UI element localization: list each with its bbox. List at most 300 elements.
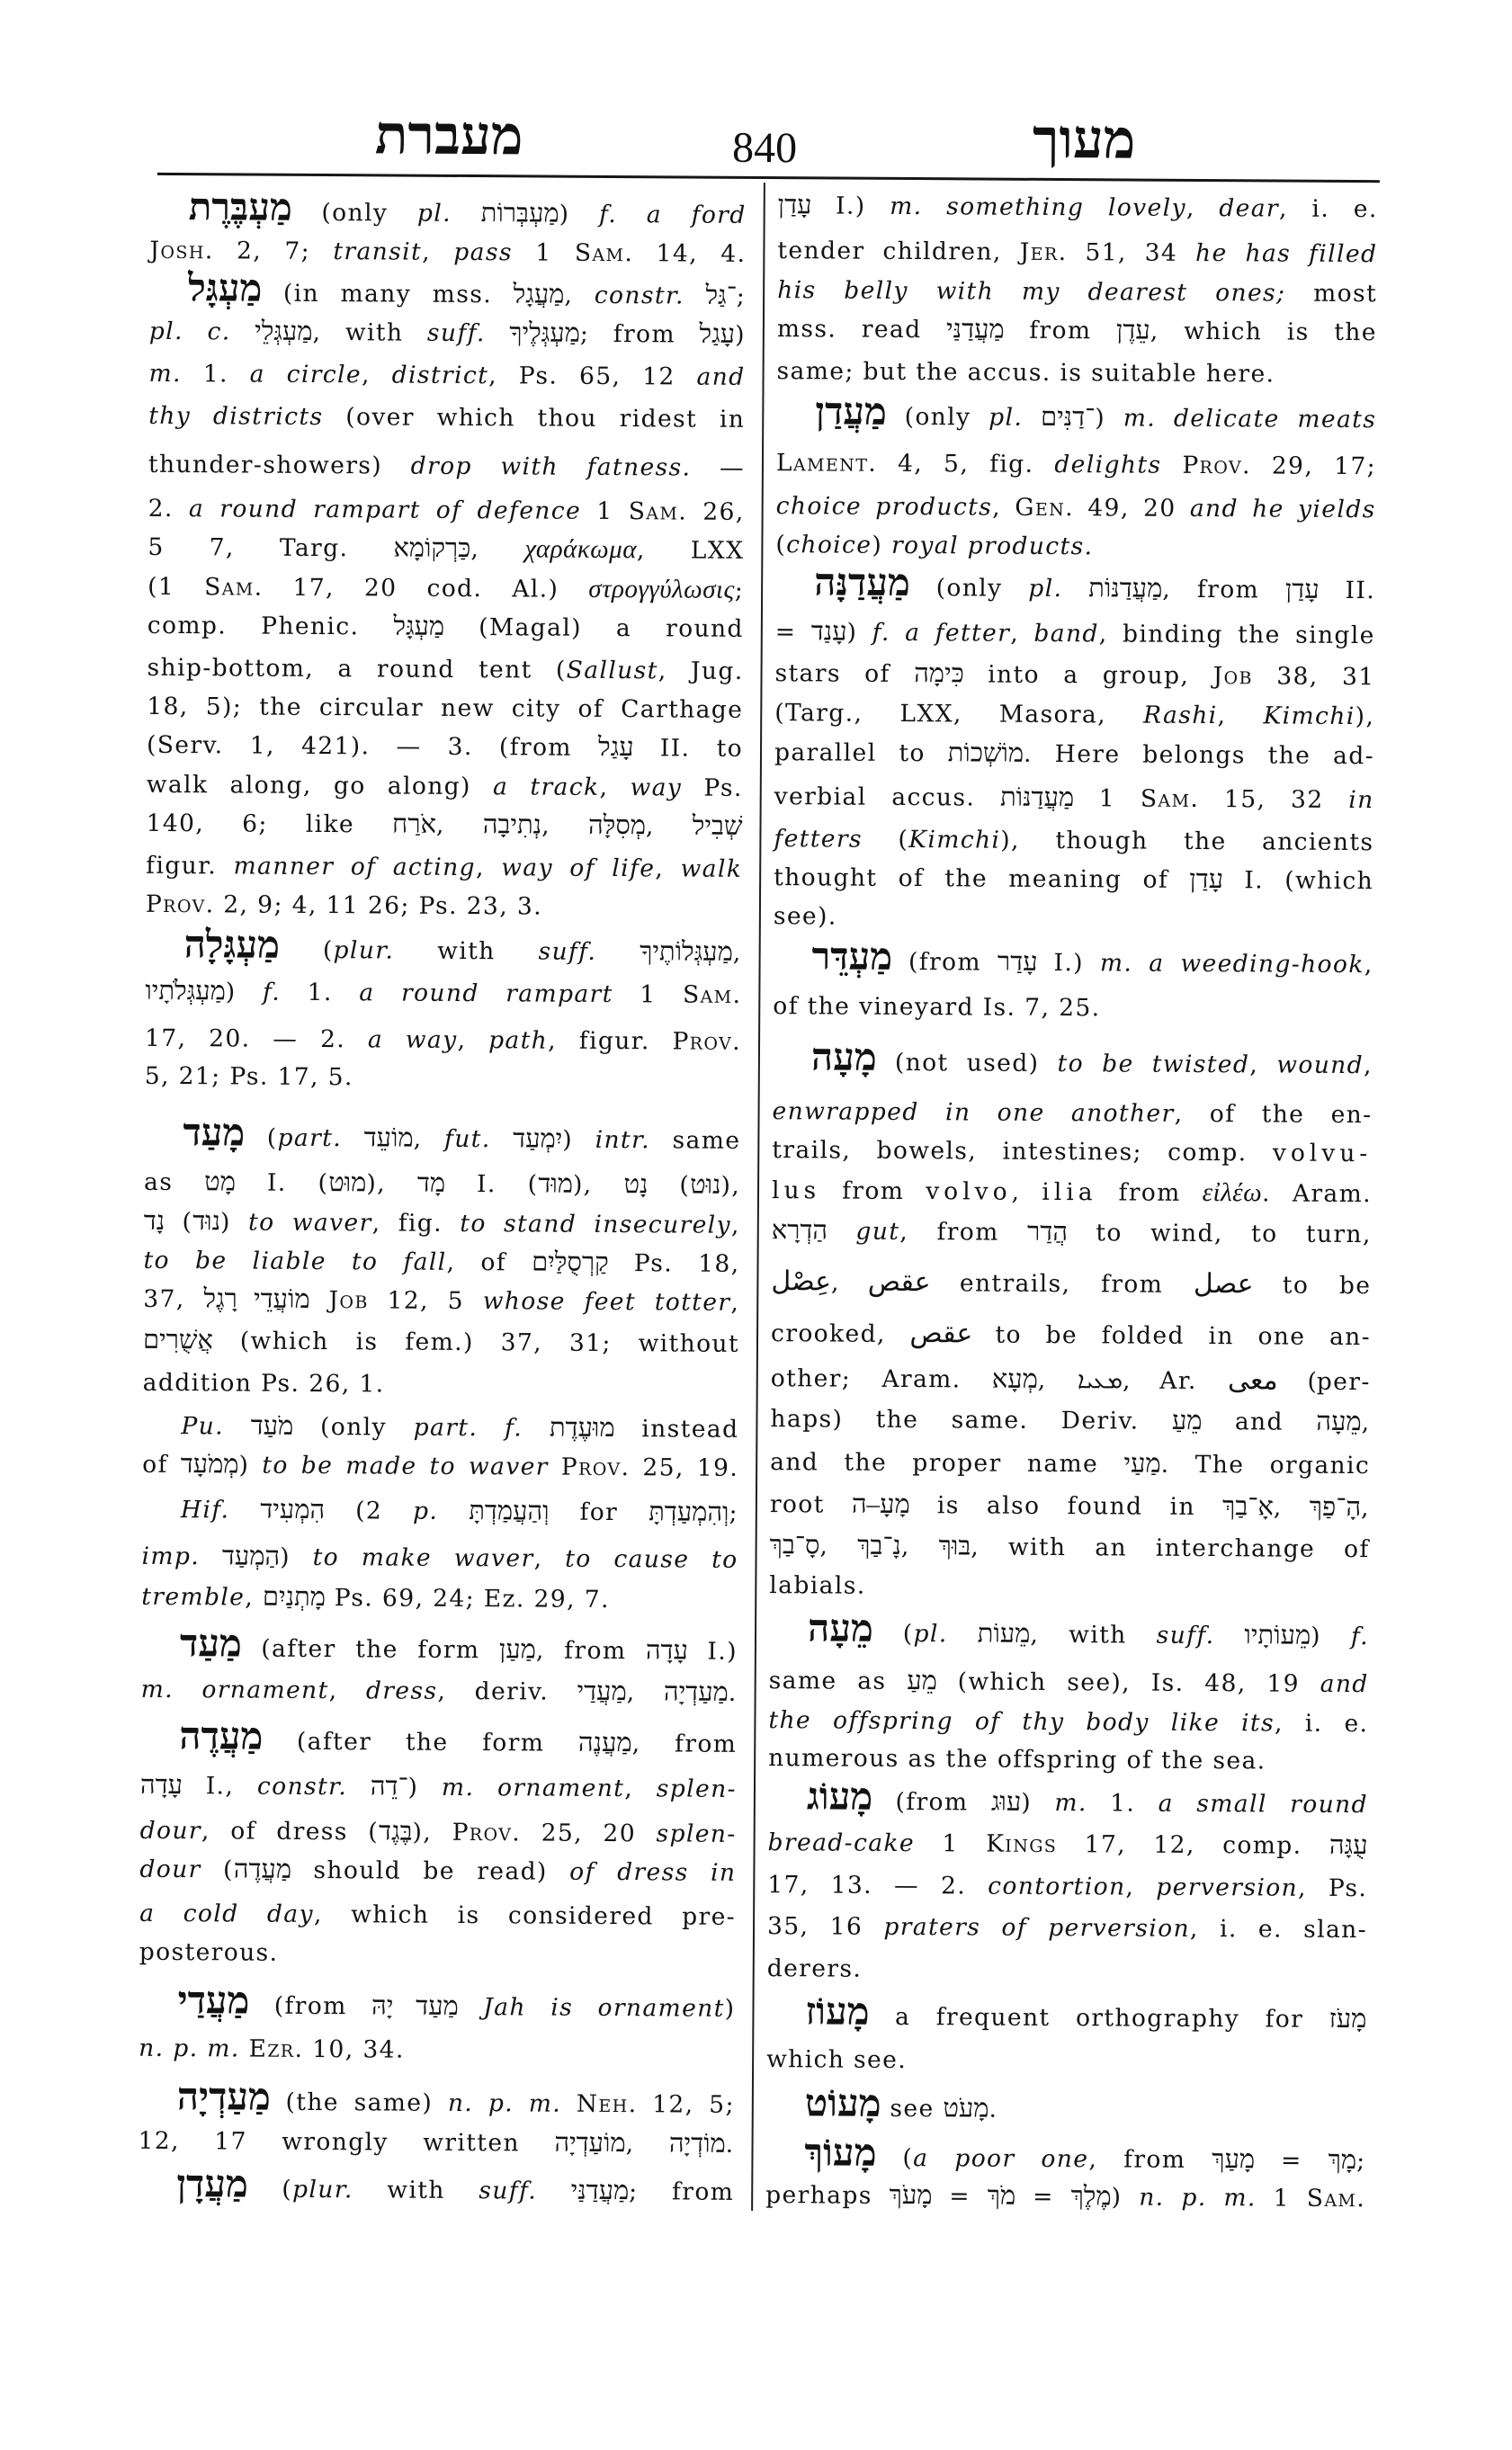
italic-text: to be twisted [1057,1050,1250,1079]
roman-text [452,200,481,228]
roman-text [537,2177,571,2205]
italic-text: Kimchi [1263,702,1355,731]
right-column-line [769,1525,1369,1570]
roman-text: , of the en- [1174,1099,1373,1130]
small-caps-reference: Sam. [574,238,634,268]
roman-text: ( [876,2143,914,2173]
roman-text: , with an interchange of [971,1533,1370,1564]
hebrew-word: יִמְעַד [513,1124,563,1154]
left-column-line [148,444,745,489]
roman-text: to wind, to turn, [1067,1219,1372,1249]
italic-text: part. f. [413,1413,523,1443]
small-caps-reference: Prov. [1182,451,1252,480]
roman-text: (only [909,574,1029,603]
hebrew-word: מוֹעַדְיָה [554,2128,626,2159]
left-column-line [148,396,745,441]
roman-text: = [1255,2146,1329,2175]
roman-text: , which is the [1150,317,1377,347]
headword: מַעְגָּלָה [183,925,281,967]
roman-text: , [819,1532,858,1560]
roman-text: ; [729,1498,738,1527]
roman-text: , [361,361,392,389]
roman-text: 1 [1256,2184,1307,2213]
roman-text: I.) [687,1637,738,1666]
roman-text: , Ps. [1297,1873,1368,1903]
headword: מָעוֹךְ [804,2133,877,2175]
hebrew-word: כַּרְקוֹמָא [393,533,471,564]
roman-text: , [1363,1051,1373,1080]
right-column-line [777,270,1377,315]
italic-text: whose feet totter [482,1287,731,1317]
letterspaced-word: volvu- [1272,1139,1373,1168]
small-caps-reference: Jer. [1019,237,1068,267]
italic-text: royal products. [890,531,1094,561]
left-column-line [141,1623,738,1673]
left-column-line [141,1577,738,1622]
italic-text: pl. [1028,574,1063,604]
roman-text: , fig. [371,1209,461,1238]
left-column-line [148,605,744,650]
italic-text: m. something lovely [890,192,1186,222]
headword: מַעֲדֶה [179,1716,264,1758]
roman-text: (from [249,1991,372,2021]
roman-text: , i. e. [1274,1709,1369,1739]
roman-text: II. [1319,576,1376,605]
italic-text: pl. [989,403,1024,432]
roman-text: 17, 20 cod. Al.) [263,573,589,604]
italic-text: f. [262,978,282,1006]
small-caps-reference: Sam. [682,980,742,1009]
roman-text [230,317,255,345]
italic-text: suff. [479,2177,538,2205]
italic-text: imp. [141,1542,201,1571]
left-column-line [142,1489,738,1534]
hebrew-word: מוֹעֲדֵי רָגֶל [203,1284,310,1314]
roman-text [1023,404,1041,432]
roman-text [459,1993,484,2021]
roman-text: I.) [811,192,890,220]
headword: מַעֲדַנָּה [814,562,910,605]
roman-text: , [1011,1177,1042,1206]
roman-text: 17, 13. — 2. [767,1871,989,1900]
italic-text: Sallust [566,656,658,685]
roman-text: (after the form [263,1727,579,1757]
letterspaced-word: lus [771,1176,821,1205]
hebrew-word: כִּימָה [914,659,964,689]
roman-text: 37, [143,1284,204,1314]
roman-text: entrails, from [930,1269,1194,1299]
left-column-line [146,803,742,848]
roman-text: stars of [774,659,915,689]
small-caps-reference: Prov. [672,1027,742,1056]
roman-text: ) [735,320,746,349]
right-column-line [769,1608,1370,1658]
roman-text [200,1542,222,1570]
headword: מָעַד [183,1113,246,1155]
roman-text: (Targ., LXX, Masora, [774,699,1144,729]
roman-text [347,1773,371,1801]
arabic-word: عقص [909,1318,973,1350]
roman-text: , [655,854,681,883]
roman-text: ; from [579,319,700,349]
italic-text: Pu. [181,1412,225,1441]
hebrew-word: סָ־בַךְ [769,1531,820,1560]
roman-text [684,282,706,309]
hebrew-word: עָדַן [1284,575,1320,604]
italic-text: constr. [256,1772,348,1802]
roman-text: , from [631,1730,738,1758]
left-column-line [146,884,742,929]
roman-text: . The organic [1160,1450,1371,1480]
roman-text: . [989,2095,998,2124]
roman-text: ), [1355,702,1375,731]
roman-text: 1 [512,238,575,267]
italic-text: dress [365,1677,438,1705]
hebrew-word: וְהַעֲמַדְתָּ [469,1497,550,1526]
roman-text: , from [535,1636,647,1666]
italic-text: plur. [292,2175,353,2204]
greek-word: στρογγύλωσις [588,574,735,604]
roman-text [523,1414,550,1442]
left-column-line [146,845,742,890]
right-column-line [773,986,1373,1031]
italic-text: suff. [426,318,486,348]
italic-text: gut [855,1217,900,1246]
hebrew-word: בֶּגֶד [378,1817,413,1846]
roman-text: ), [412,1818,452,1846]
right-column-line [774,818,1373,863]
left-column-line [139,1981,736,2030]
hebrew-word: אֲשֻׁרִים [142,1325,213,1355]
roman-text: , figur. [548,1026,673,1056]
roman-text: . Aram. [1262,1179,1373,1209]
hebrew-word: מָעַךְ [1212,2145,1256,2175]
left-column-line [139,2077,735,2126]
roman-text: (not used) [876,1048,1058,1078]
italic-text: Rashi [1142,701,1218,730]
left-column-line [139,1932,736,1977]
roman-text: , of dress ( [201,1817,380,1846]
roman-text: 29, 17; [1250,452,1377,481]
left-column-line [140,1669,737,1714]
roman-text: ) [562,1125,595,1154]
roman-text: ) [1095,404,1123,433]
hebrew-word: מַעְגְּלֵי [255,317,313,346]
arabic-word: عصل [1193,1267,1254,1301]
right-column-line [770,1442,1370,1487]
roman-text: ( [201,1855,234,1884]
hebrew-word: מְעָא [991,1364,1038,1394]
left-column [136,0,747,2450]
left-column-line [140,1716,738,1766]
headword: מָעוֹט [804,2083,881,2125]
hebrew-word: עָגַל [699,319,736,349]
right-column-line [772,1211,1372,1256]
roman-text: , [457,1025,489,1055]
hebrew-word: עָדַר [997,947,1038,977]
hebrew-word: עָדַן [777,191,812,220]
roman-text: ) [559,200,600,228]
roman-text: (in many mss. [262,279,514,309]
roman-text: , with [1030,1620,1157,1650]
italic-text: pl. [913,1620,948,1649]
greek-word: εἰλέω [1202,1178,1263,1208]
roman-text [1062,575,1088,603]
hebrew-word: מַעֲגָל [513,280,565,309]
right-column-line [772,1091,1372,1136]
small-caps-reference: Prov. [452,1818,522,1847]
roman-text: ) [724,1994,736,2023]
roman-text [310,1286,329,1314]
right-column-line [771,1358,1371,1403]
roman-text: 25, 19. [630,1453,739,1482]
italic-text: f. [1350,1623,1370,1651]
roman-text: ( [862,825,909,854]
italic-text: thy districts [148,401,324,432]
italic-text: path [488,1026,549,1055]
roman-text: , [533,1544,566,1573]
roman-text: instead [614,1415,739,1444]
small-caps-reference: Prov. [560,1453,631,1482]
roman-text: , [475,854,502,882]
left-column-line [138,2121,734,2166]
italic-text: pass [453,237,513,267]
italic-text: f. a fetter [872,618,1011,648]
right-column-line [772,1170,1372,1215]
roman-text: , [1249,1051,1277,1079]
right-column-line [768,1738,1368,1783]
hebrew-word: נוּד [192,1207,221,1237]
italic-text: wound [1276,1051,1364,1080]
italic-text: fut. [443,1124,491,1154]
small-caps-reference: Sam. [1306,2184,1366,2213]
roman-text: and [1202,1408,1317,1436]
roman-text: , [1360,1494,1370,1523]
right-column-line [776,351,1376,396]
italic-text: a poor one [913,2144,1089,2174]
italic-text: district [391,361,489,390]
hebrew-word: עֻגָּה [1329,1830,1368,1861]
roman-text: 4, 5, fig. [877,449,1055,478]
right-column-line [769,1565,1369,1610]
italic-text: part. [277,1123,343,1153]
roman-text: haps) the same. Deriv. [770,1405,1172,1435]
left-column-line [145,1056,741,1101]
italic-text: walk [680,854,743,883]
hebrew-word: מָעֹט [943,2094,989,2124]
small-caps-reference: Prov. [145,890,215,919]
roman-text: parallel to [774,738,948,768]
hebrew-word: מַעְגְּלֹתָיו [145,976,226,1006]
roman-text: 1 [914,1829,987,1858]
hebrew-word: מֵעַ [1171,1406,1203,1436]
roman-text: other; Aram. [770,1364,992,1394]
small-caps-reference: Sam. [1140,784,1200,813]
hebrew-word: מָד [416,1168,446,1198]
roman-text [1214,1622,1244,1650]
right-column-line [777,308,1377,353]
roman-text: ), though the ancients [1000,826,1374,857]
roman-text: , [328,1677,366,1705]
roman-text: derers. [766,1954,863,1983]
right-column-line [769,1660,1369,1705]
column-divider [751,183,765,2211]
roman-text: 1 [613,980,684,1009]
italic-text: a round rampart of defence [188,495,582,525]
hebrew-word: מוֹשְׁכוֹת [947,738,1024,768]
left-column-line [141,1536,738,1581]
roman-text: 1. [1087,1789,1159,1818]
roman-text: , deriv. [437,1677,577,1706]
right-column-line [776,443,1376,487]
left-column-line [149,268,747,317]
greek-word: χαράκωμα [524,534,638,565]
headword: מַעְבֶּרֶת [188,187,292,229]
right-column-line [765,2175,1365,2220]
roman-text: 1. [181,360,250,389]
hebrew-word: עָנַד [810,617,847,647]
roman-text: 2, 7; [213,237,334,266]
hebrew-word: מָט [204,1167,237,1197]
italic-text: in [1348,786,1374,815]
roman-text: (only [886,402,989,432]
roman-text: trails, bowels, intestines; comp. [772,1136,1273,1167]
roman-text: , from [899,1217,1028,1247]
roman-text: (Magal) a round [444,612,744,643]
roman-text: verbial accus. [774,782,1001,812]
roman-text: (per- [1277,1367,1371,1397]
roman-text: addition Ps. 26, 1. [142,1368,385,1399]
hebrew-word: ־דֵה [370,1772,408,1802]
roman-text: ) [219,1208,249,1237]
roman-text: 1 [1074,784,1141,813]
hebrew-word: מֵעוֹת [977,1619,1031,1649]
roman-text: , [564,281,595,309]
roman-text: of the vineyard Is. 7, 25. [773,992,1101,1023]
italic-text: the offspring of thy body like its [768,1706,1275,1738]
italic-text: a track [492,773,600,801]
small-caps-reference: Josh. [149,236,214,265]
italic-text: perversion [1156,1873,1299,1902]
italic-text: dear [1219,194,1280,223]
small-caps-reference: Job [328,1286,369,1315]
roman-text: , which is considered pre- [313,1900,737,1931]
italic-text: enwrapped in one another [772,1097,1175,1128]
roman-text: 38, 31 [1252,662,1375,692]
roman-text: , [900,1532,939,1561]
headword: מַעַד [179,1623,242,1666]
hebrew-word: מוֹדְיָה [668,2129,726,2159]
roman-text: ) [872,531,892,559]
page-number: 840 [731,123,798,173]
roman-text: with [353,2176,479,2205]
left-column-line [147,648,743,693]
hebrew-word: אֹרַח [391,809,437,839]
roman-text: 5 7, Targ. [148,532,394,563]
left-column-line [143,1320,739,1365]
italic-text: a round rampart [359,979,613,1009]
roman-text: . Here belongs the ad- [1023,739,1375,771]
italic-text: intr. [595,1125,651,1155]
roman-text: , [1037,1365,1078,1395]
roman-text: 12, 5; [637,2090,735,2119]
italic-text: to make waver [312,1542,534,1573]
roman-text: (2 [325,1497,414,1525]
roman-text: , [625,2130,669,2159]
headword: מָעָה [810,1037,877,1079]
roman-text: (over which thou ridest in [323,403,746,434]
hebrew-word: מֶלֶךְ [1070,2182,1112,2212]
roman-text: , [992,493,1015,522]
hebrew-word: מַעְגְּלֶיךָ [509,318,581,348]
hebrew-word: ־דַנִּים [1040,402,1096,433]
right-column-line [770,1484,1370,1529]
right-column-line [770,1399,1370,1444]
left-column-line [148,527,744,572]
roman-text: , [413,1124,445,1153]
roman-text: (after the form [241,1634,500,1665]
italic-text: p. [412,1497,439,1525]
roman-text: 17, 12, comp. [1057,1830,1330,1860]
roman-text: posterous. [139,1937,279,1967]
italic-text: a way [367,1025,458,1054]
right-guide-word: מעוך [1032,109,1136,170]
right-column-line [778,185,1378,230]
roman-text: walk along, go along) [146,770,494,801]
roman-text: ( [872,1619,914,1649]
right-column-line [774,653,1374,698]
hebrew-word: הַדְרָא [771,1216,828,1246]
hebrew-word: מַעֲדֶה [233,1855,292,1884]
italic-text: m. [148,359,183,389]
hebrew-word: עָגַל [597,732,634,763]
hebrew-word: הָ־פַךְ [1309,1492,1362,1523]
italic-text: n. p. m. [1139,2183,1257,2213]
roman-text: (only [291,198,418,228]
roman-text: 140, 6; like [146,809,393,839]
hebrew-word: עָדָה [645,1636,689,1666]
right-column-line [774,896,1373,941]
right-column-line [771,1262,1371,1307]
hebrew-word: מַעַי [1123,1449,1161,1479]
headword: מַעַדְיָה [176,2077,272,2119]
italic-text: praters of perversion [883,1912,1191,1943]
italic-text: band [1033,619,1099,648]
right-column-line [774,857,1373,902]
left-column-line [142,1444,738,1489]
roman-text: I. ( [235,1168,329,1198]
italic-text: and [696,362,746,391]
small-caps-reference: Sam. [628,497,688,526]
italic-text: his belly with my dearest ones; [777,276,1286,308]
hebrew-word: מַעֲדַנּוֹת [999,782,1075,813]
roman-text: ) [238,1451,263,1480]
roman-text: which see. [766,2045,908,2075]
small-caps-reference: Lament. [775,449,878,478]
roman-text: ( [245,1123,278,1152]
roman-text: ( [279,935,334,965]
hebrew-word: מוּד [538,1169,574,1199]
italic-text: constr. [594,281,685,310]
roman-text: ), [720,1171,741,1200]
left-guide-word: מעברת [374,105,523,166]
roman-text: , LXX [636,536,745,565]
italic-text: tremble [141,1582,246,1612]
roman-text: same as [768,1667,908,1696]
roman-text: 2. [148,494,190,523]
headword: מַעֲדַן [815,391,888,434]
italic-text: to be made to waver [262,1451,549,1481]
